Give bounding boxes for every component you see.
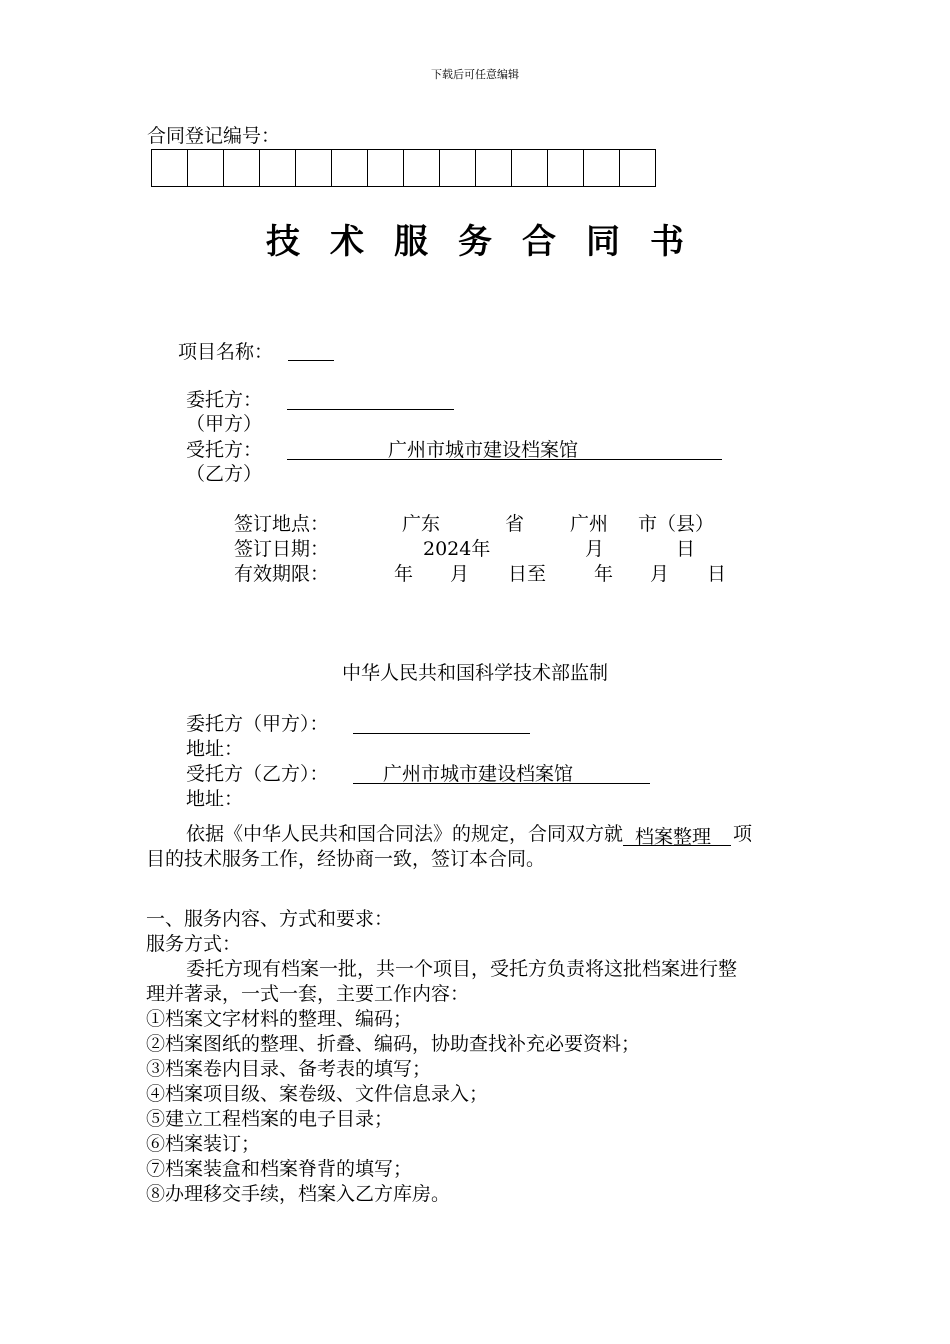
work-item: ①档案文字材料的整理、编码； [146,1008,413,1030]
registration-digit-box[interactable] [296,149,332,187]
parties-client-field[interactable] [353,712,530,734]
project-name-label: 项目名称： [178,341,274,363]
date-label: 签订日期： [234,538,330,560]
parties-client-address: 地址： [186,738,244,760]
registration-number-grid [151,149,656,187]
registration-digit-box[interactable] [368,149,404,187]
client-party: （甲方） [186,413,263,435]
validity-day-2: 日 [707,563,727,585]
work-item: ②档案图纸的整理、折叠、编码，协助查找补充必要资料； [146,1033,641,1055]
registration-digit-box[interactable] [584,149,620,187]
supervisor-line: 中华人民共和国科学技术部监制 [341,662,608,684]
place-province-unit: 省 [505,513,525,535]
parties-contractor-label: 受托方（乙方）： [186,763,329,785]
intro-project-text: 档案整理 [635,826,712,848]
header-note: 下载后可任意编辑 [431,68,519,81]
validity-label: 有效期限： [234,563,330,585]
contractor-label: 受托方： [186,439,263,461]
date-month: 月 [585,538,605,560]
validity-month-1: 月 [450,563,470,585]
place-city-unit: 市（县） [638,513,715,535]
contractor-name: 广州市城市建设档案馆 [388,439,579,461]
work-item: ⑤建立工程档案的电子目录； [146,1108,394,1130]
registration-label: 合同登记编号： [147,125,281,147]
project-name-field[interactable] [288,340,334,361]
registration-digit-box[interactable] [188,149,224,187]
registration-digit-box[interactable] [512,149,548,187]
client-label: 委托方： [186,389,263,411]
registration-digit-box[interactable] [332,149,368,187]
section1-para-line-1: 委托方现有档案一批，共一个项目，受托方负责将这批档案进行整 [186,958,738,980]
place-label: 签订地点： [234,513,330,535]
section1-heading: 一、服务内容、方式和要求： [146,908,394,930]
work-item: ⑥档案装订； [146,1133,261,1155]
parties-contractor-field [353,762,650,784]
contractor-party: （乙方） [186,463,263,485]
validity-year-1: 年 [394,563,414,585]
intro-text-1: 依据《中华人民共和国合同法》的规定，合同双方就 [186,823,624,845]
registration-digit-box[interactable] [260,149,296,187]
section1-para-line-2: 理并著录，一式一套，主要工作内容： [146,983,470,1005]
registration-digit-box[interactable] [224,149,260,187]
validity-month-2: 月 [650,563,670,585]
date-year: 2024年 [423,538,491,560]
intro-project [623,825,731,846]
date-day: 日 [676,538,696,560]
intro-line-1 [186,822,752,846]
registration-digit-box[interactable] [440,149,476,187]
registration-digit-box[interactable] [404,149,440,187]
work-item: ④档案项目级、案卷级、文件信息录入； [146,1083,489,1105]
intro-text-2: 项 [733,823,753,845]
work-item: ⑧办理移交手续，档案入乙方库房。 [146,1183,451,1205]
parties-client-label: 委托方（甲方）： [186,713,329,735]
parties-contractor-name: 广州市城市建设档案馆 [383,763,574,785]
client-field[interactable] [287,388,454,410]
place-province: 广东 [402,513,441,535]
section1-subheading: 服务方式： [146,933,242,955]
validity-day-1: 日至 [508,563,547,585]
work-item: ⑦档案装盒和档案脊背的填写； [146,1158,413,1180]
registration-digit-box[interactable] [152,149,188,187]
validity-year-2: 年 [594,563,614,585]
registration-digit-box[interactable] [620,149,656,187]
intro-line-2: 目的技术服务工作，经协商一致，签订本合同。 [146,848,546,870]
parties-contractor-address: 地址： [186,788,244,810]
place-city: 广州 [570,513,609,535]
registration-digit-box[interactable] [476,149,512,187]
contractor-field [287,438,722,460]
registration-digit-box[interactable] [548,149,584,187]
page-title: 技术服务合同书 [266,222,714,262]
work-item: ③档案卷内目录、备考表的填写； [146,1058,432,1080]
